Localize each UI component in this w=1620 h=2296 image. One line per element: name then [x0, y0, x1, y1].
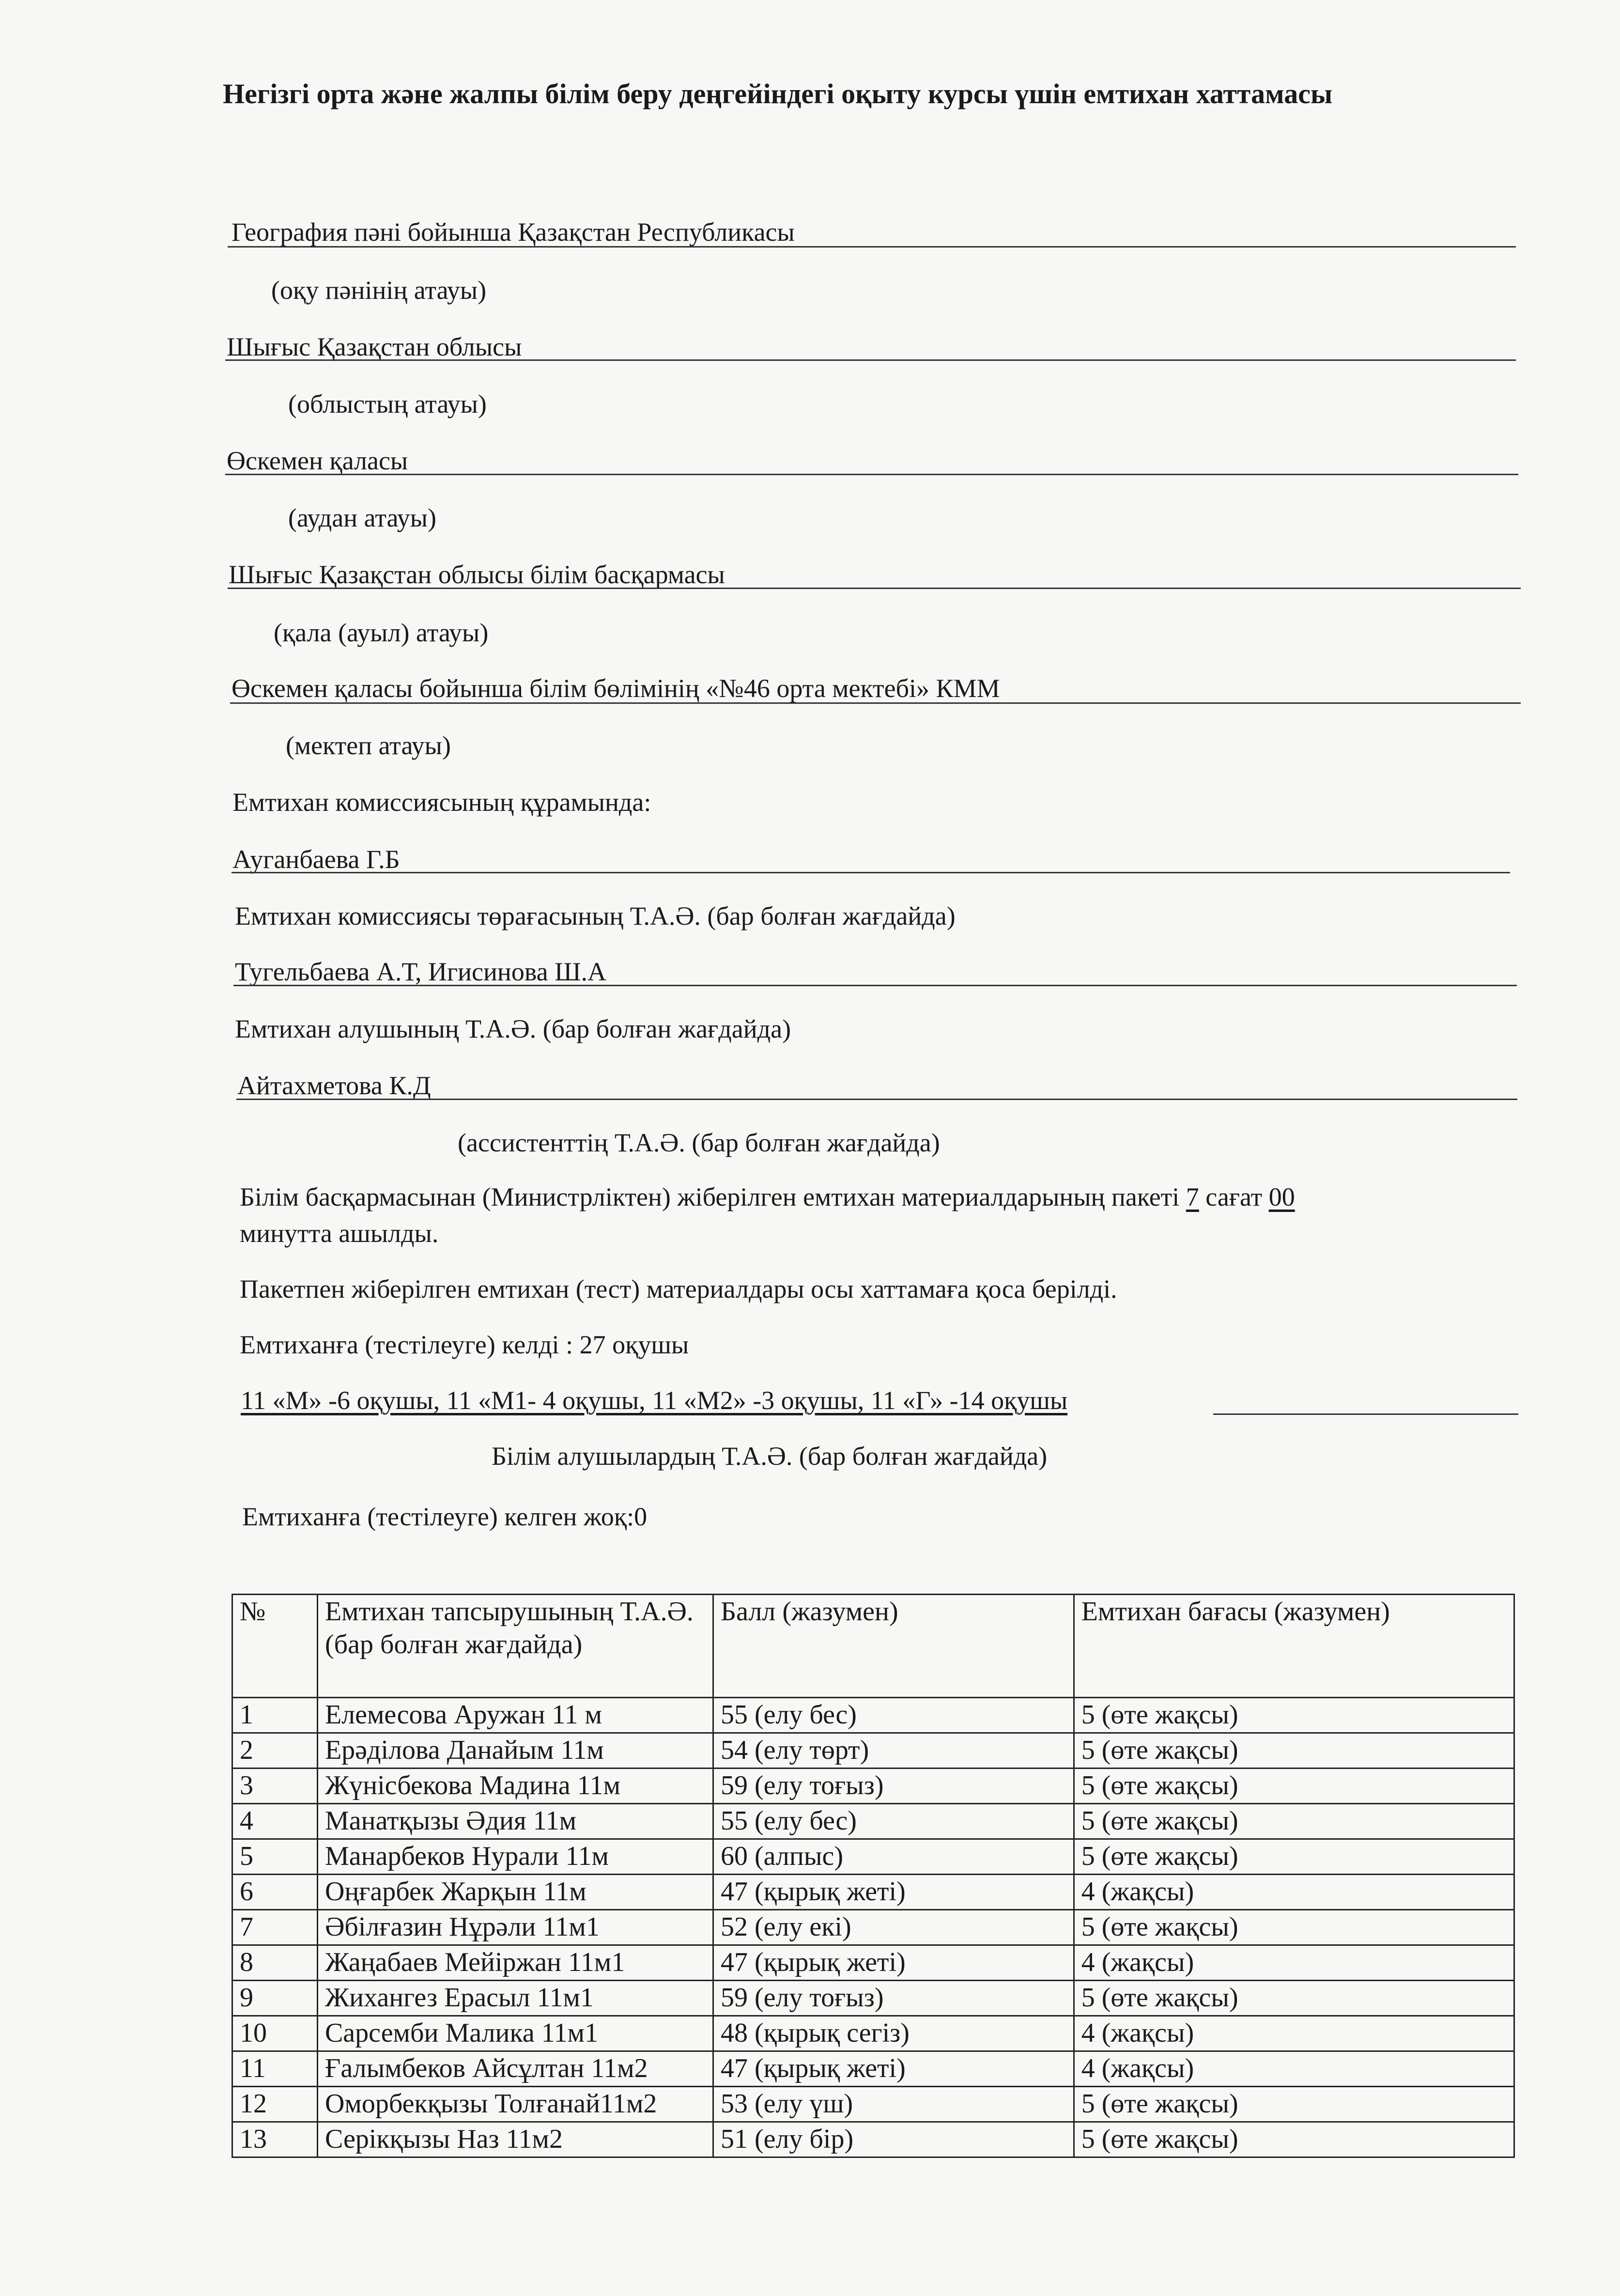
- row-score: 47 (қырық жеті): [713, 1875, 1074, 1910]
- assistant-value: Айтахметова К.Д: [237, 1071, 431, 1100]
- row-score: 48 (қырық сегіз): [713, 2016, 1074, 2051]
- row-score: 60 (алпыс): [713, 1839, 1074, 1875]
- students-label: Білім алушылардың Т.А.Ә. (бар болған жағдайда): [492, 1442, 1048, 1471]
- row-grade: 4 (жақсы): [1074, 2016, 1514, 2051]
- school-underline: [230, 702, 1521, 704]
- row-number: 5: [232, 1839, 318, 1875]
- package-opened-text-cont: минутта ашылды.: [240, 1219, 439, 1248]
- row-student: Жихангез Ерасыл 11м1: [317, 1981, 713, 2016]
- header-name: Емтихан тапсырушының Т.А.Ә. (бар болған жағдайда): [317, 1595, 713, 1698]
- row-score: 47 (қырық жеті): [713, 1945, 1074, 1981]
- row-student: Жаңабаев Мейіржан 11м1: [317, 1945, 713, 1981]
- table-row: [232, 1733, 1514, 1769]
- row-number: 8: [232, 1945, 318, 1981]
- district-value: Өскемен қаласы: [227, 446, 408, 475]
- subject-label: (оқу пәнінің атауы): [271, 276, 487, 305]
- table-row: [232, 1875, 1514, 1910]
- row-student: Оңғарбек Жарқын 11м: [317, 1875, 713, 1910]
- attended-count-text: Емтиханға (тестілеуге) келді : 27 оқушы: [240, 1330, 689, 1359]
- package-minute: 00: [1268, 1182, 1295, 1211]
- assistant-underline: [236, 1099, 1517, 1100]
- row-score: 59 (елу тоғыз): [713, 1981, 1074, 2016]
- row-number: 9: [232, 1981, 318, 2016]
- region-label: (облыстың атауы): [288, 389, 487, 419]
- city-label: (қала (ауыл) атауы): [274, 618, 489, 647]
- table-row: [232, 1981, 1514, 2016]
- row-number: 6: [232, 1875, 318, 1910]
- city-value: Шығыс Қазақстан облысы білім басқармасы: [229, 560, 725, 589]
- row-student: Жүнісбекова Мадина 11м: [317, 1769, 713, 1804]
- table-row: [232, 2122, 1514, 2157]
- assistant-label: (ассистенттің Т.А.Ә. (бар болған жағдайда): [458, 1128, 940, 1157]
- absent-count-text: Емтиханға (тестілеуге) келген жоқ:0: [242, 1502, 648, 1531]
- package-hour-word: сағат: [1199, 1182, 1269, 1211]
- table-row: [232, 1769, 1514, 1804]
- table-header-row: [232, 1595, 1514, 1698]
- row-number: 13: [232, 2122, 318, 2157]
- row-grade: 4 (жақсы): [1074, 2051, 1514, 2087]
- row-student: Серікқызы Наз 11м2: [317, 2122, 713, 2157]
- row-student: Елемесова Аружан 11 м: [317, 1698, 713, 1733]
- table-row: [232, 1839, 1514, 1875]
- row-number: 7: [232, 1910, 318, 1945]
- chair-underline: [231, 872, 1510, 873]
- row-student: Манатқызы Әдия 11м: [317, 1804, 713, 1839]
- row-score: 55 (елу бес): [713, 1698, 1074, 1733]
- header-number: №: [232, 1595, 318, 1698]
- header-score: Балл (жазумен): [713, 1595, 1074, 1698]
- row-grade: 5 (өте жақсы): [1074, 1839, 1514, 1875]
- district-underline: [225, 474, 1518, 475]
- results-table: [231, 1594, 1515, 2158]
- row-student: Әбілғазин Нұрәли 11м1: [317, 1910, 713, 1945]
- row-student: Манарбеков Нурали 11м: [317, 1839, 713, 1875]
- table-row: [232, 1698, 1514, 1733]
- row-grade: 5 (өте жақсы): [1074, 1733, 1514, 1769]
- table-row: [232, 2087, 1514, 2122]
- examiners-label: Емтихан алушының Т.А.Ә. (бар болған жағдайда): [235, 1014, 791, 1043]
- header-grade: Емтихан бағасы (жазумен): [1074, 1595, 1514, 1698]
- school-label: (мектеп атауы): [286, 731, 451, 760]
- row-score: 47 (қырық жеті): [713, 2051, 1074, 2087]
- row-student: Ерәділова Данайым 11м: [317, 1733, 713, 1769]
- chair-label: Емтихан комиссиясы төрағасының Т.А.Ә. (бар болған жағдайда): [235, 901, 956, 931]
- row-student: Ғалымбеков Айсұлтан 11м2: [317, 2051, 713, 2087]
- commission-heading: Емтихан комиссиясының құрамында:: [232, 788, 651, 817]
- row-number: 4: [232, 1804, 318, 1839]
- row-score: 52 (елу екі): [713, 1910, 1074, 1945]
- region-underline: [225, 359, 1516, 361]
- row-grade: 5 (өте жақсы): [1074, 1769, 1514, 1804]
- row-student: Оморбекқызы Толғанай11м2: [317, 2087, 713, 2122]
- row-score: 55 (елу бес): [713, 1804, 1074, 1839]
- row-grade: 5 (өте жақсы): [1074, 2122, 1514, 2157]
- table-row: [232, 1945, 1514, 1981]
- chair-value: Ауганбаева Г.Б: [232, 845, 400, 874]
- table-row: [232, 1804, 1514, 1839]
- region-value: Шығыс Қазақстан облысы: [227, 332, 522, 361]
- row-number: 11: [232, 2051, 318, 2087]
- classes-value: 11 «М» -6 оқушы, 11 «М1- 4 оқушы, 11 «М2» -3 оқушы, 11 «Г» -14 оқушы: [241, 1386, 1068, 1415]
- table-row: [232, 2051, 1514, 2087]
- school-value: Өскемен қаласы бойынша білім бөлімінің «№46 орта мектебі» КММ: [231, 674, 1000, 703]
- classes-underline: [1213, 1413, 1518, 1415]
- row-score: 53 (елу үш): [713, 2087, 1074, 2122]
- row-score: 59 (елу тоғыз): [713, 1769, 1074, 1804]
- row-student: Сарсемби Малика 11м1: [317, 2016, 713, 2051]
- table-row: [232, 1910, 1514, 1945]
- row-grade: 5 (өте жақсы): [1074, 1910, 1514, 1945]
- attached-materials-text: Пакетпен жіберілген емтихан (тест) материалдары осы хаттамаға қоса берілді.: [240, 1274, 1117, 1303]
- row-grade: 5 (өте жақсы): [1074, 2087, 1514, 2122]
- row-number: 3: [232, 1769, 318, 1804]
- examiners-underline: [233, 985, 1517, 986]
- package-text: Білім басқармасынан (Министрліктен) жіберілген емтихан материалдарының пакеті: [240, 1182, 1186, 1211]
- package-opened-text: [240, 1182, 1295, 1212]
- row-number: 10: [232, 2016, 318, 2051]
- row-score: 54 (елу төрт): [713, 1733, 1074, 1769]
- page-title: Негізгі орта және жалпы білім беру деңгейіндегі оқыту курсы үшін емтихан хаттамасы: [223, 78, 1333, 109]
- row-grade: 5 (өте жақсы): [1074, 1804, 1514, 1839]
- row-grade: 4 (жақсы): [1074, 1875, 1514, 1910]
- row-number: 12: [232, 2087, 318, 2122]
- table-row: [232, 2016, 1514, 2051]
- subject-value: География пәні бойынша Қазақстан Республикасы: [231, 217, 795, 247]
- row-grade: 5 (өте жақсы): [1074, 1981, 1514, 2016]
- row-score: 51 (елу бір): [713, 2122, 1074, 2157]
- city-underline: [228, 588, 1521, 589]
- examiners-value: Тугельбаева А.Т, Игисинова Ш.А: [235, 957, 607, 986]
- row-grade: 4 (жақсы): [1074, 1945, 1514, 1981]
- row-grade: 5 (өте жақсы): [1074, 1698, 1514, 1733]
- subject-underline: [228, 246, 1516, 248]
- row-number: 1: [232, 1698, 318, 1733]
- package-hour: 7: [1186, 1182, 1199, 1211]
- district-label: (аудан атауы): [288, 503, 436, 532]
- row-number: 2: [232, 1733, 318, 1769]
